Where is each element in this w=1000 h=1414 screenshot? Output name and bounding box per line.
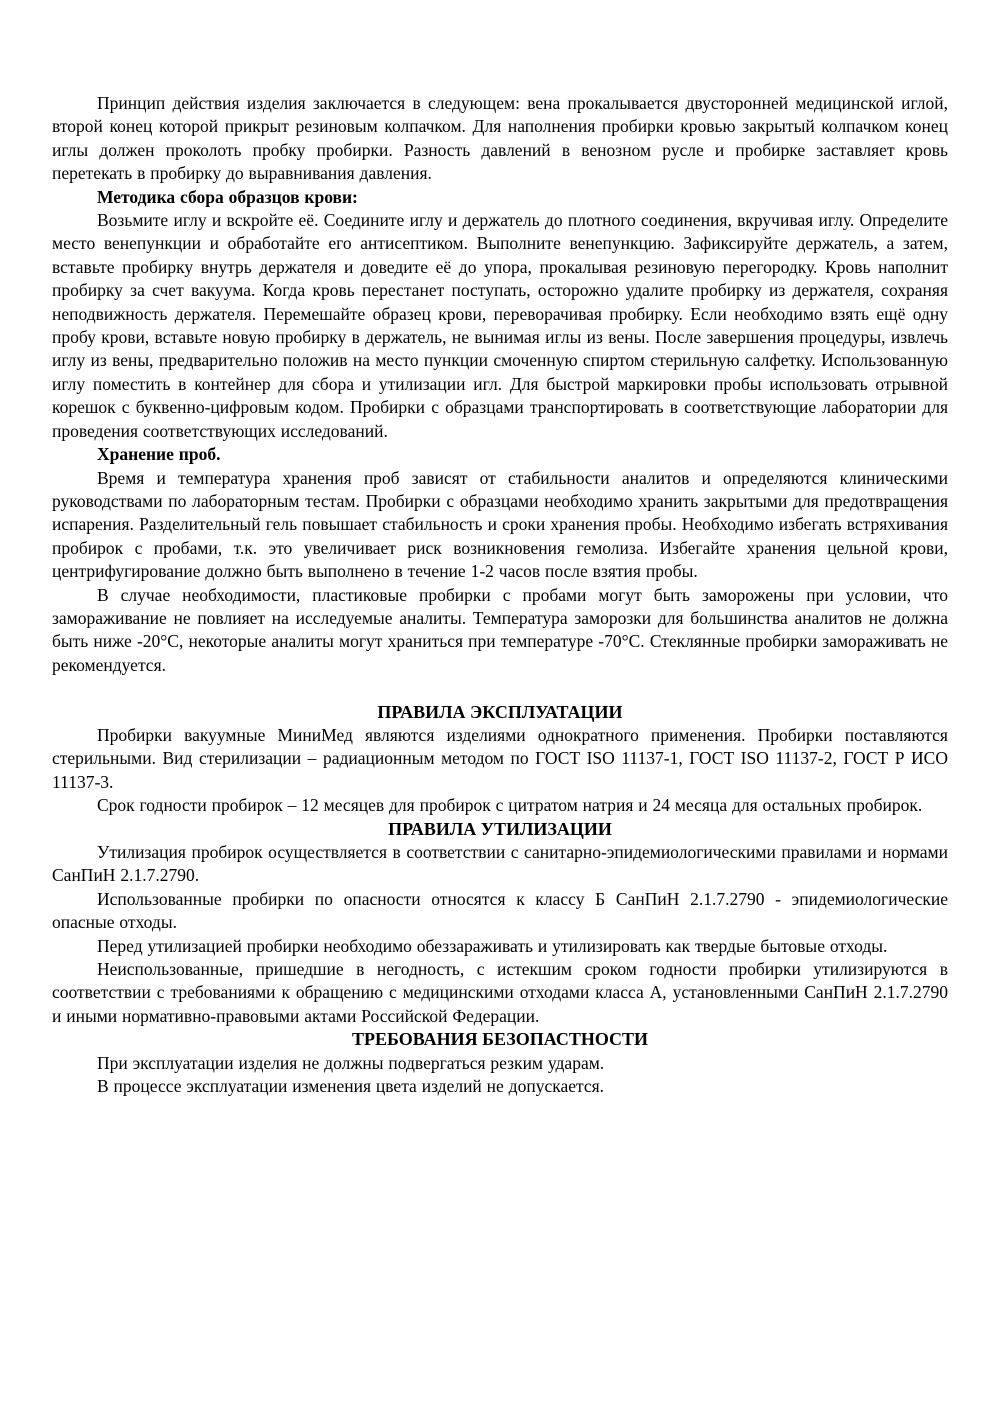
document-content	[52, 92, 948, 1098]
paragraph: Возьмите иглу и вскройте её. Соедините иглу и держатель до плотного соединения, вкручивая иглу. Определите место венепункции и обработайте его антисептиком. Выполните венепункцию. Зафиксируйте держатель, а затем, вставьте пробирку внутрь держателя и доведите её до упора, прокалывая резиновую перегородку. Кровь наполнит пробирку за счет вакуума. Когда кровь перестанет поступать, осторожно удалите пробирку из держателя, сохраняя неподвижность держателя. Перемешайте образец крови, переворачивая пробирку. Если необходимо взять ещё одну пробу крови, вставьте новую пробирку в держатель, не вынимая иглы из вены. После завершения процедуры, извлечь иглу из вены, предварительно положив на место пункции смоченную спиртом стерильную салфетку. Использованную иглу поместить в контейнер для сбора и утилизации игл. Для быстрой маркировки пробы использовать отрывной корешок с буквенно-цифровым кодом. Пробирки с образцами транспортировать в соответствующие лаборатории для проведения соответствующих исследований.	[52, 210, 948, 441]
paragraph: Использованные пробирки по опасности относятся к классу Б СанПиН 2.1.7.2790 - эпидемиологические опасные отходы.	[52, 888, 948, 933]
paragraph: Пробирки вакуумные МиниМед являются изделиями однократного применения. Пробирки поставляются стерильными. Вид стерилизации – радиационным методом по ГОСТ ISO 11137-1, ГОСТ ISO 11137-2, ГОСТ Р ИСО 11137-3.	[52, 724, 948, 792]
paragraph: Срок годности пробирок – 12 месяцев для пробирок с цитратом натрия и 24 месяца для остальных пробирок.	[97, 795, 923, 816]
paragraph: Утилизация пробирок осуществляется в соответствии с санитарно-эпидемиологическими правилами и нормами СанПиН 2.1.7.2790.	[52, 841, 948, 886]
paragraph: В процессе эксплуатации изменения цвета изделий не допускается.	[97, 1076, 605, 1097]
paragraph: При эксплуатации изделия не должны подвергаться резким ударам.	[97, 1052, 605, 1073]
paragraph: Перед утилизацией пробирки необходимо обеззараживать и утилизировать как твердые бытовые отходы.	[97, 935, 888, 956]
section-heading: ПРАВИЛА УТИЛИЗАЦИИ	[388, 818, 612, 839]
section-subheading: Хранение проб.	[97, 444, 221, 465]
section-heading: ПРАВИЛА ЭКСПЛУАТАЦИИ	[377, 701, 623, 722]
section-heading: ТРЕБОВАНИЯ БЕЗОПАСТНОСТИ	[351, 1029, 649, 1050]
paragraph: Время и температура хранения проб зависят от стабильности аналитов и определяются клиническими руководствами по лабораторным тестам. Пробирки с образцами необходимо хранить закрытыми для предотвращения испарения. Разделительный гель повышает стабильность и сроки хранения пробы. Необходимо избегать встряхивания пробирок с пробами, т.к. это увеличивает риск возникновения гемолиза. Избегайте хранения цельной крови, центрифугирование должно быть выполнено в течение 1-2 часов после взятия пробы.	[52, 467, 948, 582]
section-subheading: Методика сбора образцов крови:	[97, 186, 358, 207]
paragraph: Принцип действия изделия заключается в следующем: вена прокалывается двусторонней медицинской иглой, второй конец которой прикрыт резиновым колпачком. Для наполнения пробирки кровью закрытый колпачком конец иглы должен проколоть пробку пробирки. Разность давлений в венозном русле и пробирке заставляет кровь перетекать в пробирку до выравнивания давления.	[52, 93, 948, 184]
paragraph: Неиспользованные, пришедшие в негодность, с истекшим сроком годности пробирки утилизируются в соответствии с требованиями к обращению с медицинскими отходами класса А, установленными СанПиН 2.1.7.2790 и иными нормативно-правовыми актами Российской Федерации.	[52, 959, 948, 1026]
paragraph: В случае необходимости, пластиковые пробирки с пробами могут быть заморожены при условии, что замораживание не повлияет на исследуемые аналиты. Температура заморозки для большинства аналитов не должна быть ниже -20°С, некоторые аналиты могут храниться при температуре -70°С. Стеклянные пробирки замораживать не рекомендуется.	[52, 584, 948, 675]
